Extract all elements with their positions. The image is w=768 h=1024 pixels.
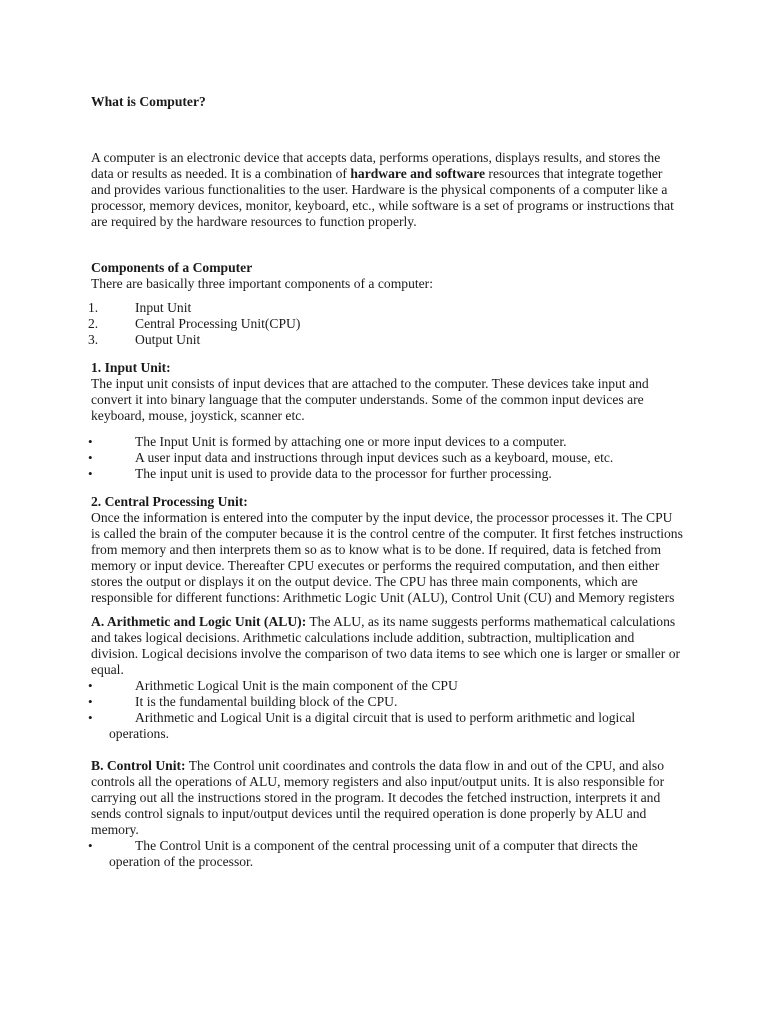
list-item — [88, 316, 683, 332]
bullet-icon: • — [88, 694, 93, 709]
list-item — [88, 300, 683, 316]
alu-paragraph — [91, 614, 683, 678]
alu-body: The ALU, as its name suggests performs mathematical calculations and takes logical decisions. Arithmetic calculations include addition, subtraction, multiplication and division. Logical decisions involve the comparison of two data items to see which one is larger or smaller or equal. — [91, 614, 681, 677]
cu-paragraph — [91, 758, 683, 838]
bullet-icon: • — [88, 678, 93, 693]
alu-bullets — [88, 678, 683, 742]
list-item-label: Output Unit — [135, 332, 201, 347]
list-item-text: A user input data and instructions through input devices such as a keyboard, mouse, etc. — [135, 450, 614, 465]
input-unit-heading: 1. Input Unit: — [91, 360, 171, 375]
list-item-label: Input Unit — [135, 300, 192, 315]
bullet-icon: • — [88, 450, 93, 465]
bullet-icon: • — [88, 710, 93, 725]
intro-bold-phrase: hardware and software — [350, 166, 486, 181]
components-lead: There are basically three important components of a computer: — [91, 276, 433, 291]
intro-text-2: resources that integrate together and provides various functionalities to the user. Hardware is the physical components of a computer like a processor, memory devices, monitor, keyboard, etc., while software is a set of programs or instructions that are required by the hardware resources to function properly. — [91, 166, 674, 229]
list-item-text: Arithmetic and Logical Unit is a digital circuit that is used to perform arithmetic and logical operations. — [109, 710, 636, 741]
input-unit-bullets — [88, 434, 683, 482]
list-item-text: The Input Unit is formed by attaching one or more input devices to a computer. — [135, 434, 567, 449]
intro-paragraph — [91, 150, 683, 230]
list-item — [88, 678, 683, 694]
alu-heading: A. Arithmetic and Logic Unit (ALU): — [91, 614, 307, 629]
bullet-icon: • — [88, 466, 93, 481]
list-item — [88, 434, 683, 450]
list-number: 1. — [88, 300, 99, 315]
list-item — [88, 450, 683, 466]
list-number: 3. — [88, 332, 99, 347]
components-heading: Components of a Computer — [91, 260, 253, 275]
list-item — [88, 694, 683, 710]
intro-text-1: A computer is an electronic device that accepts data, performs operations, displays results, and stores the data or results as needed. It is a combination of — [91, 150, 661, 181]
list-item-text: It is the fundamental building block of the CPU. — [135, 694, 398, 709]
cpu-body: Once the information is entered into the computer by the input device, the processor processes it. The CPU is called the brain of the computer because it is the control centre of the computer. It first fetches instructions from memory and then interprets them so as to know what is to be done. If required, data is fetched from memory or input device. Thereafter CPU executes or performs the required computation, and then either stores the output or displays it on the output device. The CPU has three main components, which are responsible for different functions: Arithmetic Logic Unit (ALU), Control Unit (CU) and Memory registers — [91, 510, 683, 605]
cu-bullets — [88, 838, 683, 870]
list-item-label: Central Processing Unit(CPU) — [135, 316, 301, 331]
components-list — [88, 300, 683, 348]
list-number: 2. — [88, 316, 99, 331]
spacer — [91, 110, 683, 146]
list-item-text: The Control Unit is a component of the central processing unit of a computer that directs the operation of the processor. — [109, 838, 638, 869]
cu-heading: B. Control Unit: — [91, 758, 186, 773]
bullet-icon: • — [88, 838, 93, 853]
document-title: What is Computer? — [91, 94, 206, 109]
bullet-icon: • — [88, 434, 93, 449]
list-item-text: The input unit is used to provide data to the processor for further processing. — [135, 466, 552, 481]
list-item — [88, 838, 683, 870]
list-item-text: Arithmetic Logical Unit is the main component of the CPU — [135, 678, 458, 693]
list-item — [88, 332, 683, 348]
document-page — [88, 94, 683, 870]
cu-body: The Control unit coordinates and controls the data flow in and out of the CPU, and also controls all the operations of ALU, memory registers and also input/output units. It is also responsible for carrying out all the instructions stored in the program. It decodes the fetched instruction, interprets it and sends control signals to input/output devices until the required operation is done properly by ALU and memory. — [91, 758, 665, 837]
cpu-heading: 2. Central Processing Unit: — [91, 494, 248, 509]
list-item — [88, 466, 683, 482]
input-unit-body: The input unit consists of input devices that are attached to the computer. These devices take input and convert it into binary language that the computer understands. Some of the common input devices are keyboard, mouse, joystick, scanner etc. — [91, 376, 649, 423]
list-item — [88, 710, 683, 742]
